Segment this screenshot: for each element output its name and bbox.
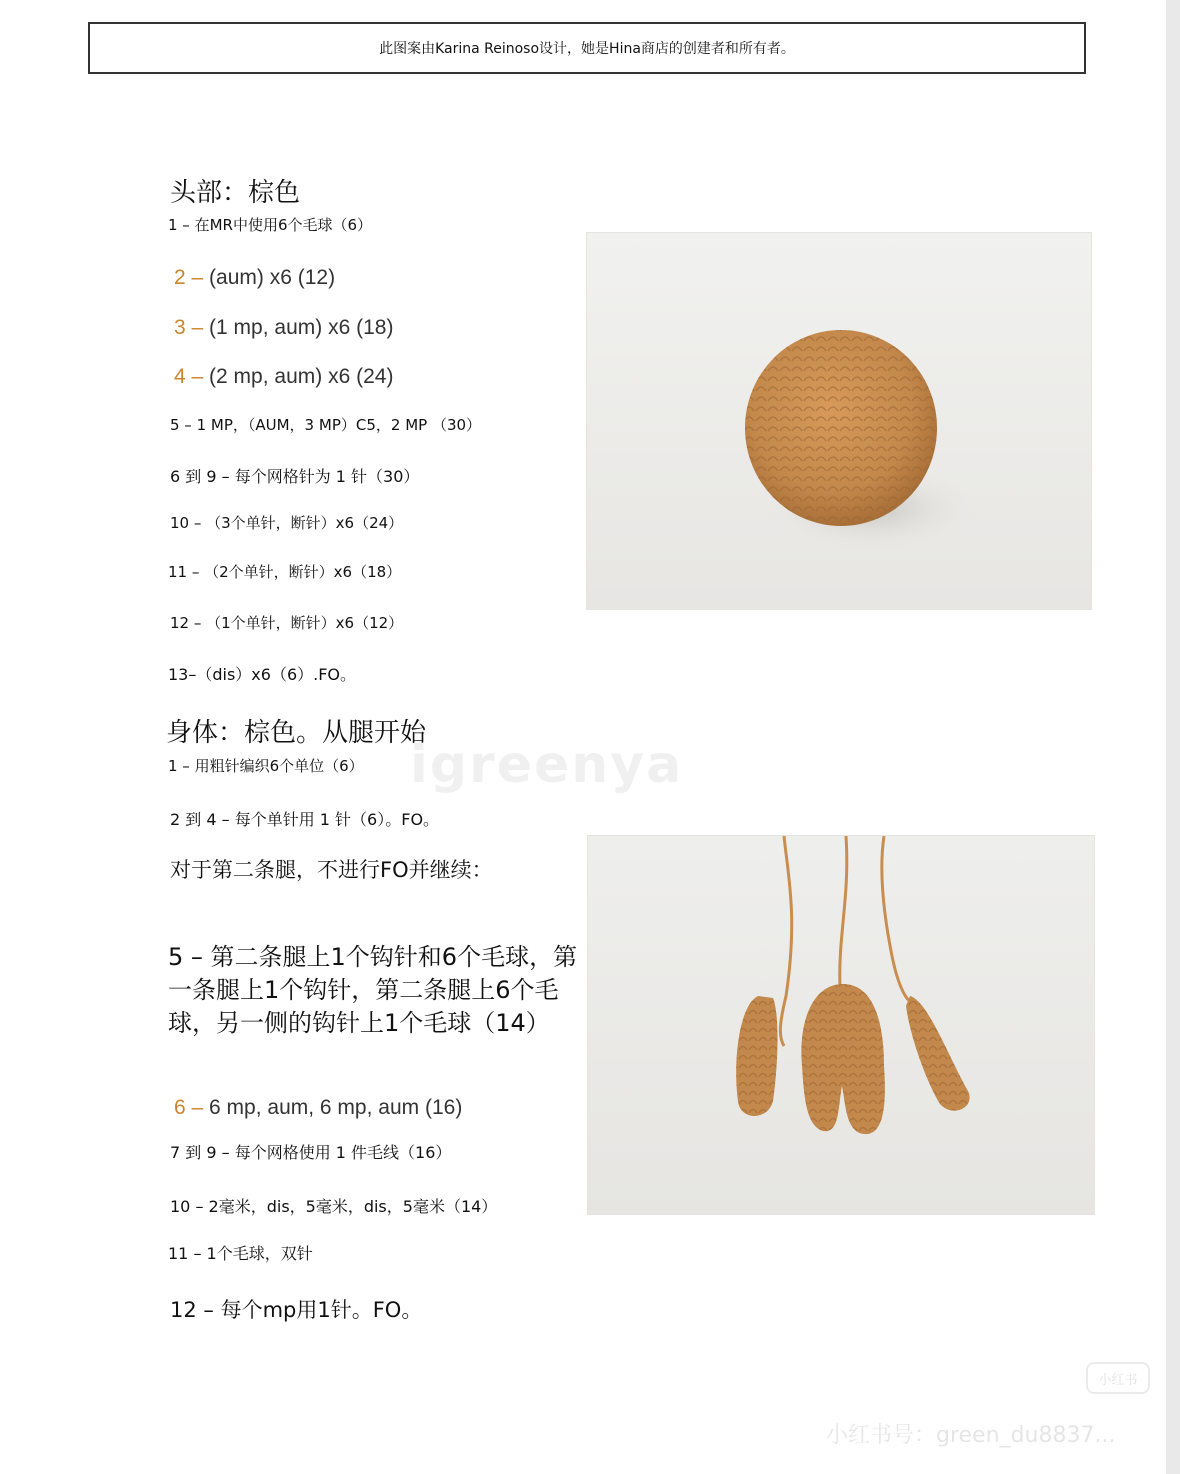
- watermark-text: igreenya: [410, 735, 684, 795]
- body-row-7-9: 7 到 9 – 每个网格使用 1 件毛线（16）: [170, 1143, 452, 1162]
- watermark-id: 小红书号：green_du8837...: [826, 1423, 1116, 1448]
- head-row-6-9: 6 到 9 – 每个网格针为 1 针（30）: [170, 467, 420, 486]
- designer-credit: 此图案由Karina Reinoso设计，她是Hina商店的创建者和所有者。: [379, 41, 795, 57]
- body-row-10: 10 – 2毫米，dis，5毫米，dis，5毫米（14）: [170, 1197, 498, 1216]
- head-photo: [587, 233, 1091, 609]
- body-row-1: 1 – 用粗针编织6个单位（6）: [168, 757, 364, 775]
- head-row-10: 10 – （3个单针，断针）x6（24）: [170, 514, 404, 532]
- row-text: (1 mp, aum) x6 (18): [209, 316, 394, 339]
- watermark-logo: 小红书: [1086, 1362, 1150, 1394]
- designer-credit-box: [88, 22, 1086, 74]
- head-row-4: [174, 365, 393, 389]
- head-row-3: [174, 316, 393, 340]
- head-row-12: 12 – （1个单针，断针）x6（12）: [170, 614, 404, 632]
- page-edge: [1166, 0, 1180, 1474]
- row-number: 2 –: [174, 266, 204, 289]
- row-number: 6 –: [174, 1096, 204, 1119]
- body-photo: [588, 836, 1094, 1214]
- body-row-2-4: 2 到 4 – 每个单针用 1 针（6）。FO。: [170, 810, 440, 829]
- body-section-title: 身体：棕色。从腿开始: [166, 718, 427, 748]
- head-row-11: 11 – （2个单针，断针）x6（18）: [168, 563, 402, 581]
- head-section-title: 头部：棕色: [170, 178, 301, 208]
- head-row-13: 13–（dis）x6（6）.FO。: [168, 665, 357, 684]
- row-number: 4 –: [174, 365, 204, 388]
- row-text: (2 mp, aum) x6 (24): [209, 365, 394, 388]
- row-text: 6 mp, aum, 6 mp, aum (16): [209, 1096, 463, 1119]
- row-number: 3 –: [174, 316, 204, 339]
- head-row-2: [174, 266, 335, 290]
- crochet-body-legs-image: [588, 836, 1094, 1214]
- row-text: (aum) x6 (12): [209, 266, 336, 289]
- body-note: 对于第二条腿，不进行FO并继续：: [170, 858, 493, 882]
- body-row-5: 5 – 第二条腿上1个钩针和6个毛球，第一条腿上1个钩针，第二条腿上6个毛球，另一侧的钩针上1个毛球（14）: [168, 943, 578, 1037]
- head-row-5: 5 – 1 MP，（AUM，3 MP）C5，2 MP （30）: [170, 416, 482, 434]
- crochet-head-ball-image: [587, 233, 1091, 609]
- body-row-6: [174, 1096, 462, 1120]
- head-row-1: 1 – 在MR中使用6个毛球（6）: [168, 216, 373, 234]
- body-row-12: 12 – 每个mp用1针。FO。: [170, 1298, 423, 1322]
- body-row-11: 11 – 1个毛球，双针: [168, 1244, 313, 1263]
